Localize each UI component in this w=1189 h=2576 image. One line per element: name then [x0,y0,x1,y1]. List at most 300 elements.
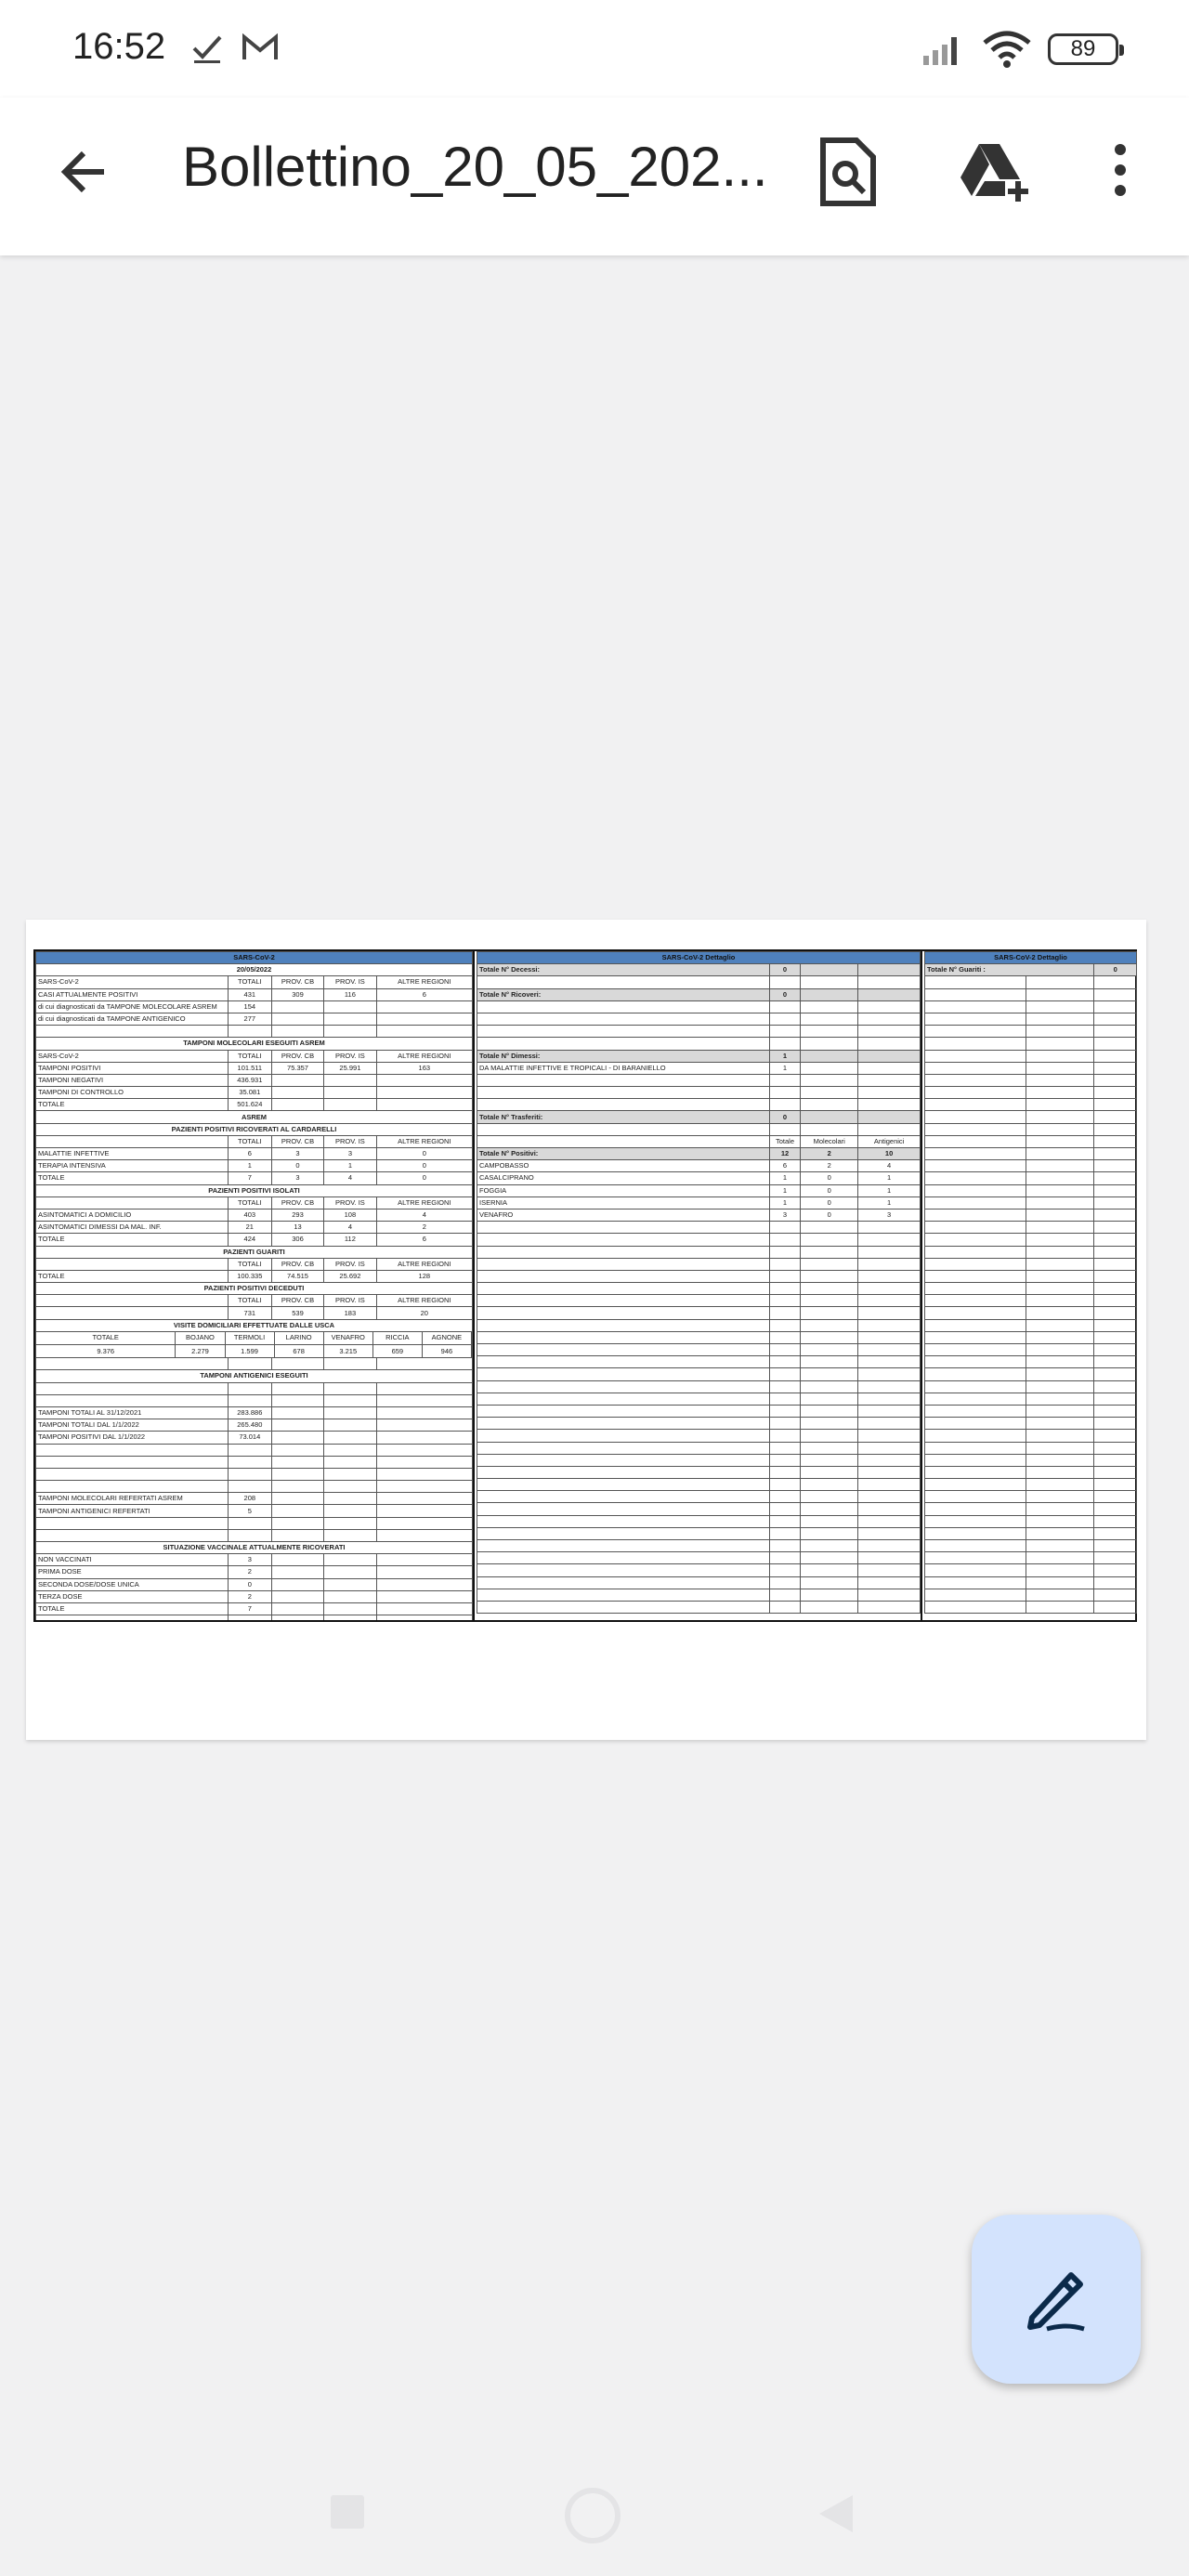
section-title: PAZIENTI POSITIVI ISOLATI [36,1184,473,1196]
empty-row [477,1503,921,1515]
table-cell [271,1456,323,1468]
table-cell [477,976,770,988]
table-cell: TOTALI [228,976,271,988]
table-cell: 0 [376,1148,472,1160]
table-cell: VENAFRO [323,1332,372,1344]
table-cell: 101.511 [228,1062,271,1074]
table-cell: ASINTOMATICI DIMESSI DA MAL. INF. [36,1222,229,1234]
table-cell [858,1099,921,1111]
table-cell [858,1111,921,1123]
table-cell: CASALCIPRANO [477,1172,770,1184]
table-cell: TAMPONI TOTALI AL 31/12/2021 [36,1406,229,1419]
left-table-row [36,1234,473,1246]
table-cell: TOTALE [36,1172,229,1184]
table-cell [228,1444,271,1456]
empty-row [925,1148,1137,1160]
empty-row [925,1576,1137,1589]
table-cell [271,1444,323,1456]
table-cell [376,1444,472,1456]
empty-row [477,1380,921,1393]
recents-square-icon[interactable] [329,2493,366,2535]
table-cell: TOTALE [36,1602,229,1615]
empty-row [477,1540,921,1552]
table-cell: SARS-CoV-2 [36,1050,229,1062]
table-cell [801,1050,858,1062]
right-panel [924,951,1137,1620]
table-cell: PROV. IS [324,976,376,988]
table-cell: CAMPOBASSO [477,1160,770,1172]
spreadsheet [33,949,1137,1622]
table-cell: SARS-CoV-2 [36,976,229,988]
empty-row [925,1601,1137,1613]
empty-row [925,1356,1137,1368]
table-cell: ALTRE REGIONI [376,1050,472,1062]
table-cell: Antigenici [858,1135,921,1147]
table-cell [36,1517,229,1529]
edit-fab-button[interactable] [972,2215,1141,2384]
left-table-row [36,1382,473,1394]
table-cell [376,1087,472,1099]
left-table-row [36,1246,473,1258]
document-page[interactable] [26,920,1146,1740]
table-cell: Totale N° Positivi: [477,1148,770,1160]
mid-header: SARS-CoV-2 Dettaglio [477,952,921,964]
table-cell: TOTALI [228,1258,271,1270]
left-table-row [36,1099,473,1111]
table-cell [324,1590,376,1602]
table-cell [36,1196,229,1209]
empty-row [477,1368,921,1380]
table-cell [36,1026,229,1038]
table-cell [376,1000,472,1013]
table-cell [769,1000,800,1013]
left-table-row [36,1172,473,1184]
table-cell [271,1099,323,1111]
empty-row [925,1466,1137,1478]
empty-row [477,1258,921,1270]
table-cell: di cui diagnosticati da TAMPONE ANTIGENICO [36,1013,229,1025]
table-cell [769,1087,800,1099]
table-cell: 3 [324,1148,376,1160]
table-cell: 4 [858,1160,921,1172]
back-arrow-icon[interactable] [56,144,111,204]
empty-row [477,1246,921,1258]
left-table-row [36,1319,473,1331]
table-cell: AGNONE [422,1332,471,1344]
empty-row [925,1515,1137,1527]
table-cell [376,1013,472,1025]
empty-row [477,1418,921,1430]
left-table-row [36,1529,473,1541]
table-cell [858,988,921,1000]
section-title: PAZIENTI POSITIVI RICOVERATI AL CARDARELLI [36,1123,473,1135]
empty-row [925,1135,1137,1147]
empty-row [925,1099,1137,1111]
table-cell [324,1419,376,1432]
empty-row [925,1000,1137,1013]
table-cell: 403 [228,1209,271,1221]
table-cell: ISERNIA [477,1196,770,1209]
empty-row [477,1319,921,1331]
table-cell: Totale N° Dimessi: [477,1050,770,1062]
table-cell: 4 [324,1222,376,1234]
navigation-bar [0,2452,1189,2576]
empty-row [477,1270,921,1282]
table-cell [228,1026,271,1038]
table-cell [801,1074,858,1086]
table-cell [801,1062,858,1074]
table-cell [36,1382,229,1394]
table-cell [324,1529,376,1541]
table-cell [858,1050,921,1062]
empty-row [925,1283,1137,1295]
left-table-row [36,1444,473,1456]
table-cell: PROV. CB [271,1295,323,1307]
table-cell [324,1406,376,1419]
table-cell [376,1615,472,1620]
table-cell [228,1394,271,1406]
table-cell: TOTALI [228,1050,271,1062]
section-title: SITUAZIONE VACCINALE ATTUALMENTE RICOVERATI [36,1542,473,1554]
table-cell: 0 [801,1196,858,1209]
table-cell [376,1419,472,1432]
table-cell: 1 [769,1184,800,1196]
empty-row [925,1344,1137,1356]
table-cell [858,964,921,976]
left-table-row [36,976,473,988]
table-cell: 0 [228,1578,271,1590]
table-cell [324,1566,376,1578]
table-cell: 1 [858,1196,921,1209]
table-cell: 1 [324,1160,376,1172]
table-cell: 25.991 [324,1062,376,1074]
empty-row [477,1442,921,1454]
table-cell [376,1554,472,1566]
table-cell [271,1358,323,1370]
table-cell [858,1123,921,1135]
table-cell [477,1000,770,1013]
table-cell: TOTALI [228,1196,271,1209]
left-table-row [36,1209,473,1221]
empty-row [477,1356,921,1368]
table-cell [858,1074,921,1086]
table-cell: 1 [769,1050,800,1062]
table-cell [801,1038,858,1050]
table-cell [769,1099,800,1111]
table-cell: PROV. CB [271,1050,323,1062]
mid-table-row [477,976,921,988]
table-cell: TOTALI [228,1135,271,1147]
table-cell [228,1382,271,1394]
table-cell: di cui diagnosticati da TAMPONE MOLECOLARE ASREM [36,1000,229,1013]
mid-table-row [477,1099,921,1111]
table-cell [801,1026,858,1038]
table-cell [271,1394,323,1406]
empty-row [925,1258,1137,1270]
table-cell [324,1394,376,1406]
left-table-row [36,1196,473,1209]
table-cell: VENAFRO [477,1209,770,1221]
empty-row [925,1430,1137,1442]
table-cell: PROV. IS [324,1258,376,1270]
table-cell [376,1099,472,1111]
table-cell [858,1026,921,1038]
empty-row [925,1380,1137,1393]
empty-row [925,1013,1137,1025]
empty-row [477,1222,921,1234]
table-cell [769,976,800,988]
empty-row [925,1062,1137,1074]
empty-row [925,1503,1137,1515]
table-cell [376,1529,472,1541]
table-cell: 539 [271,1307,323,1319]
back-triangle-icon[interactable] [816,2491,856,2541]
left-table-row [36,1406,473,1419]
table-cell [271,1468,323,1480]
table-cell: ASINTOMATICI A DOMICILIO [36,1209,229,1221]
table-cell [324,1517,376,1529]
left-table-row [36,1307,473,1319]
table-cell [228,1481,271,1493]
search-document-icon[interactable] [817,137,879,212]
table-cell: 163 [376,1062,472,1074]
table-cell [376,1493,472,1505]
guariti-label: Totale N° Guariti : [925,964,1094,976]
status-bar [0,0,1189,98]
table-cell [376,1602,472,1615]
table-cell: 3.215 [323,1345,372,1357]
mid-table-row [477,1074,921,1086]
empty-row [925,1540,1137,1552]
table-cell: PROV. CB [271,1196,323,1209]
empty-row [925,1038,1137,1050]
empty-row [925,1270,1137,1282]
empty-row [925,1295,1137,1307]
empty-row [925,1331,1137,1343]
left-table-row [36,1578,473,1590]
empty-row [925,1111,1137,1123]
table-cell [271,1382,323,1394]
empty-row [477,1564,921,1576]
home-circle-icon[interactable] [563,2486,622,2550]
empty-row [477,1552,921,1564]
left-panel [35,951,475,1620]
edit-pen-icon [1019,2262,1093,2336]
table-cell: LARINO [274,1332,323,1344]
table-cell [477,1026,770,1038]
empty-row [925,1393,1137,1405]
table-cell: 0 [801,1209,858,1221]
table-cell [769,1038,800,1050]
section-title: TAMPONI MOLECOLARI ESEGUITI ASREM [36,1038,473,1050]
table-cell [324,1013,376,1025]
table-cell: 424 [228,1234,271,1246]
empty-row [925,1184,1137,1196]
table-cell [376,1517,472,1529]
left-table-row [36,1370,473,1382]
table-cell: ALTRE REGIONI [376,1135,472,1147]
left-table-row [36,1038,473,1050]
empty-row [477,1589,921,1601]
table-cell: PROV. IS [324,1196,376,1209]
table-cell: 25.692 [324,1270,376,1282]
table-cell [769,1074,800,1086]
table-cell [324,1615,376,1620]
empty-row [477,1454,921,1466]
mid-table-row [477,1160,921,1172]
empty-row [477,1601,921,1613]
empty-row [925,1405,1137,1417]
table-cell: 7 [228,1172,271,1184]
table-cell [271,1026,323,1038]
empty-row [925,1564,1137,1576]
drive-add-icon[interactable] [959,140,1029,206]
table-cell [376,1074,472,1086]
table-cell [324,1505,376,1517]
table-cell: TAMPONI POSITIVI [36,1062,229,1074]
table-cell: 183 [324,1307,376,1319]
table-cell: Totale N° Decessi: [477,964,770,976]
left-table-row [36,1345,473,1358]
section-title: ASREM [36,1111,473,1123]
table-cell: 431 [228,988,271,1000]
table-cell [477,1123,770,1135]
mid-table-row [477,1050,921,1062]
table-cell: 12 [769,1148,800,1160]
table-cell: 1 [769,1062,800,1074]
table-cell [769,1123,800,1135]
table-cell: 2 [376,1222,472,1234]
table-cell: 659 [372,1345,422,1357]
left-table-row [36,1602,473,1615]
table-cell: 2.279 [176,1345,225,1357]
table-cell [376,1394,472,1406]
table-cell [271,1493,323,1505]
table-cell [858,1038,921,1050]
table-cell: 501.624 [228,1099,271,1111]
empty-row [925,1246,1137,1258]
empty-row [925,1050,1137,1062]
table-cell: 277 [228,1013,271,1025]
table-cell: 116 [324,988,376,1000]
table-cell [228,1456,271,1468]
table-cell [36,1258,229,1270]
section-title: VISITE DOMICILIARI EFFETTUATE DALLE USCA [36,1319,473,1331]
table-cell: 1 [228,1160,271,1172]
status-time: 16:52 [72,26,166,67]
mid-table-row [477,1184,921,1196]
table-cell [271,1590,323,1602]
table-cell: TAMPONI POSITIVI DAL 1/1/2022 [36,1432,229,1444]
table-cell: 3 [769,1209,800,1221]
table-cell [376,1566,472,1578]
table-cell: 3 [271,1172,323,1184]
table-cell [228,1517,271,1529]
mid-table-row [477,964,921,976]
empty-row [477,1283,921,1295]
empty-row [477,1331,921,1343]
table-cell: FOGGIA [477,1184,770,1196]
table-cell: 1 [858,1172,921,1184]
table-cell: ALTRE REGIONI [376,1258,472,1270]
table-cell: BOJANO [176,1332,225,1344]
table-cell: Totale N° Trasferiti: [477,1111,770,1123]
table-cell [769,1013,800,1025]
table-cell: PROV. IS [324,1050,376,1062]
table-cell [36,1358,229,1370]
empty-row [925,1589,1137,1601]
table-cell: 1 [769,1196,800,1209]
table-cell: SECONDA DOSE/DOSE UNICA [36,1578,229,1590]
table-cell: RICCIA [372,1332,422,1344]
table-cell: 100.335 [228,1270,271,1282]
empty-row [925,1026,1137,1038]
table-cell: 6 [769,1160,800,1172]
table-cell [801,976,858,988]
report-date: 20/05/2022 [36,964,473,976]
table-cell [271,1529,323,1541]
table-cell: 128 [376,1270,472,1282]
left-table-row [36,1590,473,1602]
table-cell: 5 [228,1505,271,1517]
table-cell [324,1456,376,1468]
table-cell [324,1358,376,1370]
table-cell [477,1013,770,1025]
left-table-row [36,1295,473,1307]
more-vert-icon[interactable] [1109,140,1131,204]
left-table-row [36,1554,473,1566]
table-cell: 306 [271,1234,323,1246]
table-cell [376,1481,472,1493]
left-table-row [36,1394,473,1406]
table-cell: 4 [324,1172,376,1184]
empty-row [925,1368,1137,1380]
table-cell: 13 [271,1222,323,1234]
left-table-row [36,1184,473,1196]
left-table-row [36,1013,473,1025]
left-table-row [36,1432,473,1444]
table-cell [477,1074,770,1086]
left-table-row [36,1258,473,1270]
empty-row [925,1074,1137,1086]
empty-row [477,1405,921,1417]
table-cell: 108 [324,1209,376,1221]
table-cell [769,1026,800,1038]
table-cell: 2 [228,1590,271,1602]
left-table-row [36,1505,473,1517]
battery-icon: 89 [1048,33,1118,65]
table-cell [36,1394,229,1406]
mid-table-row [477,1111,921,1123]
empty-row [477,1576,921,1589]
table-cell [801,1013,858,1025]
table-cell: ALTRE REGIONI [376,976,472,988]
gmail-icon [242,33,279,66]
empty-row [925,976,1137,988]
table-cell: Totale N° Ricoveri: [477,988,770,1000]
empty-row [925,1442,1137,1454]
table-cell [376,1026,472,1038]
table-cell: 436.931 [228,1074,271,1086]
left-table-row [36,1148,473,1160]
document-title: Bollettino_20_05_202... [182,136,768,198]
table-cell [36,1456,229,1468]
table-cell [376,1578,472,1590]
table-cell: 73.014 [228,1432,271,1444]
section-title: TAMPONI ANTIGENICI ESEGUITI [36,1370,473,1382]
table-cell [228,1615,271,1620]
mid-table-row [477,1135,921,1147]
